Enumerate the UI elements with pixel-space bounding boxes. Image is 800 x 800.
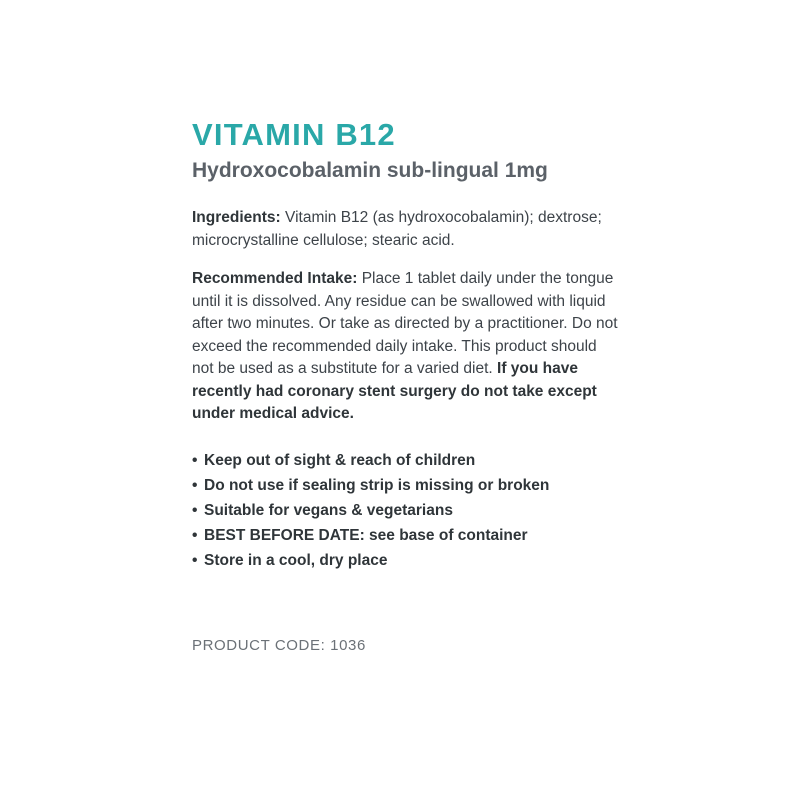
- list-item-label: Keep out of sight & reach of children: [204, 451, 476, 469]
- recommended-intake-section: [192, 268, 622, 425]
- coronary-stent-warning: If you have recently had coronary stent surgery do not take except under medical advice.: [192, 360, 597, 423]
- bullet-icon: •: [192, 476, 198, 494]
- bullet-icon: •: [192, 501, 198, 519]
- warnings-list: [192, 448, 622, 574]
- list-item: [192, 448, 622, 473]
- ingredients-heading: Ingredients:: [192, 209, 281, 227]
- list-item-label: Suitable for vegans & vegetarians: [204, 501, 453, 519]
- recommended-intake-heading: Recommended Intake:: [192, 270, 358, 288]
- bullet-icon: •: [192, 451, 198, 469]
- product-title: VITAMIN B12: [192, 117, 396, 152]
- list-item: [192, 498, 622, 523]
- list-item: [192, 523, 622, 548]
- list-item: [192, 473, 622, 498]
- bullet-icon: •: [192, 551, 198, 569]
- supplement-label: [192, 118, 622, 654]
- product-subtitle: Hydroxocobalamin sub-lingual 1mg: [192, 159, 548, 183]
- list-item: [192, 548, 622, 573]
- bullet-icon: •: [192, 526, 198, 544]
- product-code: PRODUCT CODE: 1036: [192, 637, 366, 655]
- recommended-intake-text: Place 1 tablet daily under the tongue until it is dissolved. Any residue can be swallowed with liquid after two minutes. Or take as directed by a practitioner. Do not exceed the recommended daily intake. This product should not be used as a substitute for a varied diet.: [192, 270, 618, 378]
- ingredients-section: [192, 207, 622, 252]
- list-item-label: BEST BEFORE DATE: see base of container: [204, 526, 528, 544]
- list-item-label: Store in a cool, dry place: [204, 551, 388, 569]
- list-item-label: Do not use if sealing strip is missing or broken: [204, 476, 550, 494]
- ingredients-text: Vitamin B12 (as hydroxocobalamin); dextrose; microcrystalline cellulose; stearic acid.: [192, 209, 602, 249]
